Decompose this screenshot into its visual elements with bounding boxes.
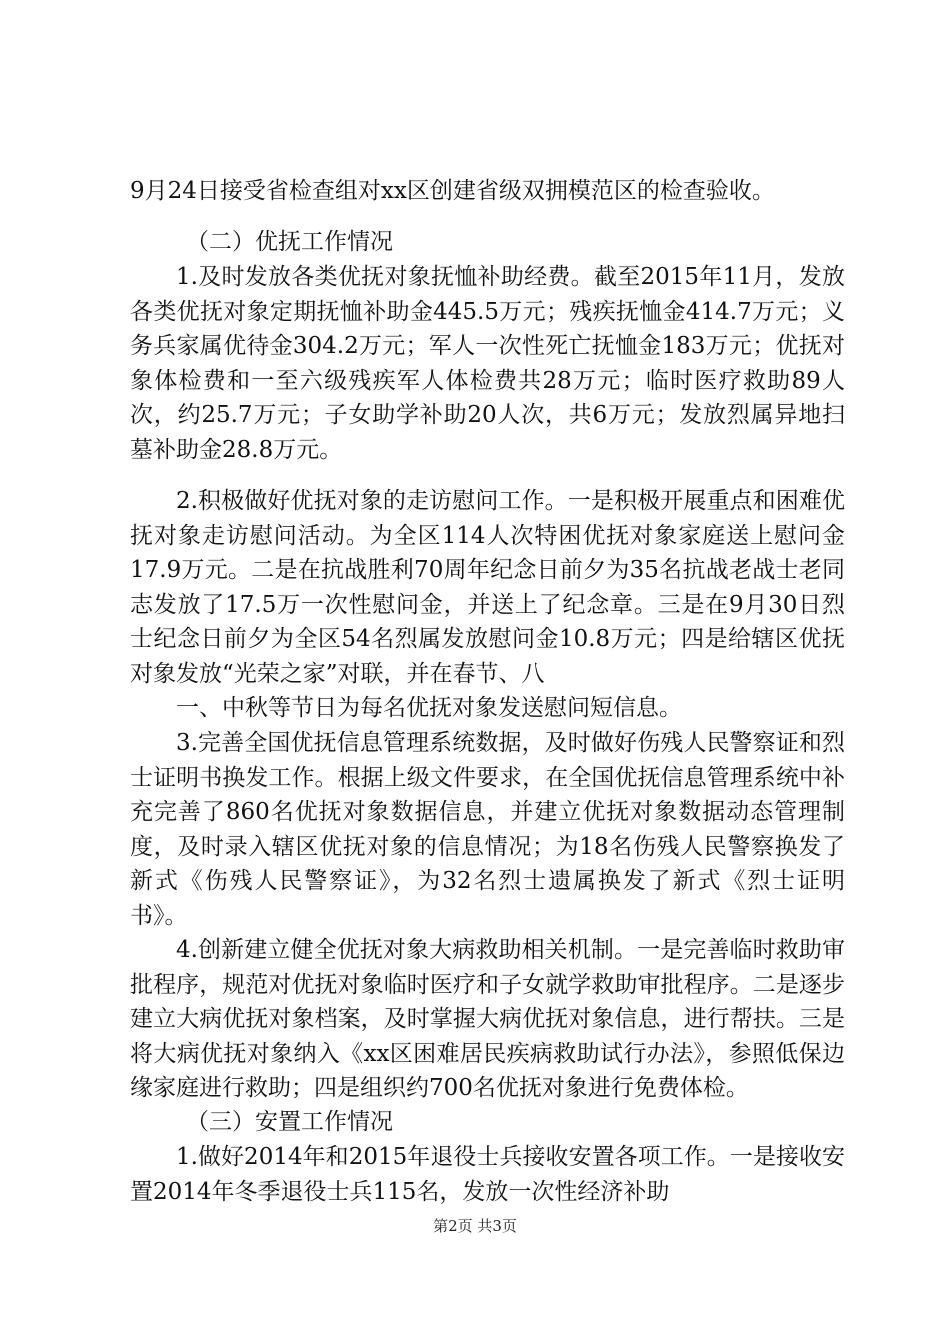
paragraph-anzhi-veterans: 1.做好2014年和2015年退役士兵接收安置各项工作。一是接收安置2014年冬季退役士兵115名，发放一次性经济补助 bbox=[130, 1144, 845, 1205]
page-footer: 第2页 共3页 bbox=[433, 1217, 517, 1235]
paragraph-youfu-funds: 1.及时发放各类优抚对象抚恤补助经费。截至2015年11月，发放各类优抚对象定期抚恤补助金445.5万元；残疾抚恤金414.7万元；义务兵家属优待金304.2万元；军人一次性死亡抚恤金183万元；优抚对象体检费和一至六级残疾军人体检费共28万元；临时医疗救助89人次，约25.7万元；子女助学补助20人次，共6万元；发放烈属异地扫墓补助金28.8万元。 bbox=[130, 264, 845, 463]
paragraph-inspection-date: 9月24日接受省检查组对xx区创建省级双拥模范区的检查验收。 bbox=[130, 178, 775, 204]
section-heading-youfu: （二）优抚工作情况 bbox=[186, 229, 393, 255]
section-heading-anzhi: （三）安置工作情况 bbox=[186, 1109, 393, 1135]
paragraph-youfu-visits-continued: 一、中秋等节日为每名优抚对象发送慰问短信息。 bbox=[176, 695, 682, 721]
paragraph-youfu-data-system: 3.完善全国优抚信息管理系统数据，及时做好伤残人民警察证和烈士证明书换发工作。根据上级文件要求，在全国优抚信息管理系统中补充完善了860名优抚对象数据信息，并建立优抚对象数据动态管理制度，及时录入辖区优抚对象的信息情况；为18名伤残人民警察换发了新式《伤残人民警察证》，为32名烈士遗属换发了新式《烈士证明书》。 bbox=[130, 730, 845, 929]
paragraph-youfu-visits: 2.积极做好优抚对象的走访慰问工作。一是积极开展重点和困难优抚对象走访慰问活动。为全区114人次特困优抚对象家庭送上慰问金17.9万元。二是在抗战胜利70周年纪念日前夕为35名抗战老战士老同志发放了17.5万一次性慰问金，并送上了纪念章。三是在9月30日烈士纪念日前夕为全区54名烈属发放慰问金10.8万元；四是给辖区优抚对象发放“光荣之家”对联，并在春节、八 bbox=[130, 488, 845, 687]
paragraph-youfu-illness-aid: 4.创新建立健全优抚对象大病救助相关机制。一是完善临时救助审批程序，规范对优抚对象临时医疗和子女就学救助审批程序。二是逐步建立大病优抚对象档案，及时掌握大病优抚对象信息，进行帮扶。三是将大病优抚对象纳入《xx区困难居民疾病救助试行办法》，参照低保边缘家庭进行救助；四是组织约700名优抚对象进行免费体检。 bbox=[130, 937, 845, 1101]
